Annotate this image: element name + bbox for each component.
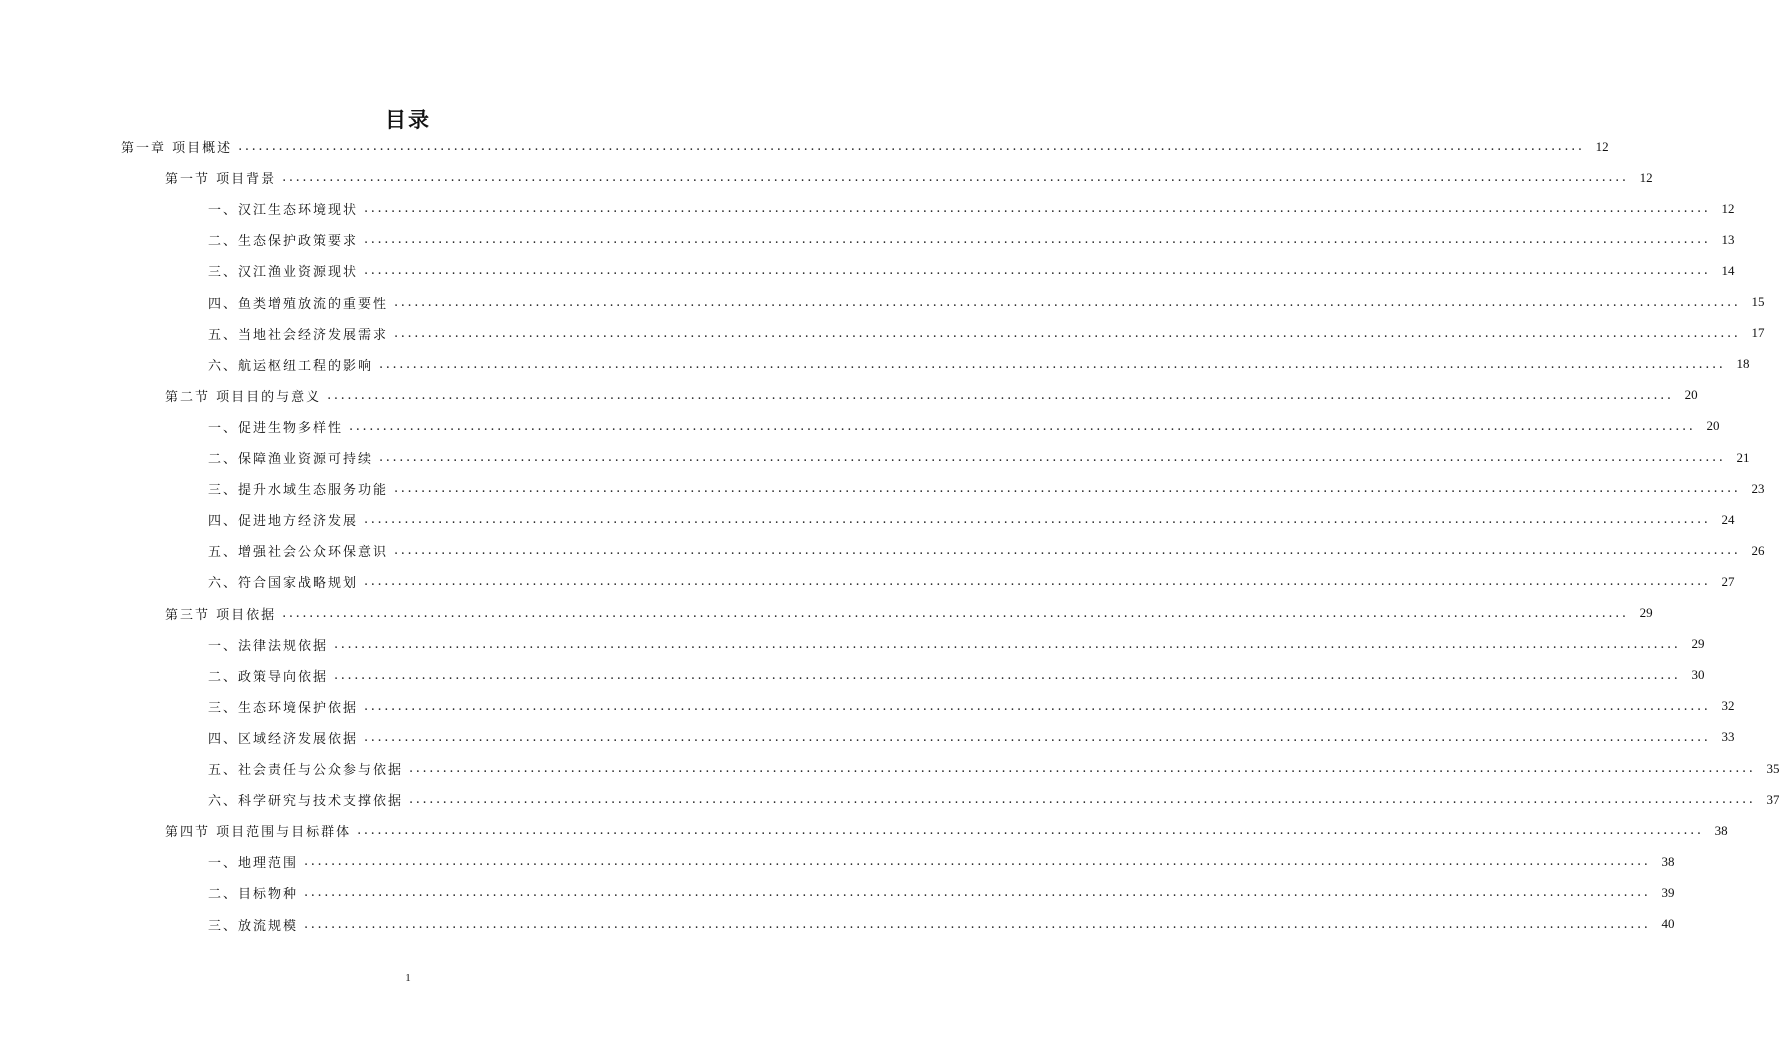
toc-entry-label: 一、汉江生态环境现状 [208, 203, 359, 219]
toc-entry[interactable] [208, 722, 1735, 753]
toc-entry-page: 15 [1751, 294, 1765, 309]
toc-leader-dots: ........................................................................................................................................................................................................ [394, 481, 1741, 497]
toc-entry-label: 六、航运枢纽工程的影响 [208, 358, 374, 374]
toc-entry-label: 二、保障渔业资源可持续 [208, 452, 374, 467]
toc-entry[interactable] [208, 753, 1779, 784]
page-number: 1 [405, 972, 411, 984]
toc-leader-dots: ........................................................................................................................................................................................................ [282, 605, 1629, 621]
toc-entry[interactable] [208, 255, 1735, 286]
toc-entry-label: 一、法律法规依据 [208, 638, 329, 654]
toc-entry-label: 四、促进地方经济发展 [208, 514, 359, 530]
toc-entry-page: 17 [1751, 325, 1765, 341]
toc-entry-label: 第四节 项目范围与目标群体 [165, 825, 352, 841]
toc-entry-label: 二、生态保护政策要求 [208, 234, 359, 250]
toc-leader-dots: ........................................................................................................................................................................................................ [364, 201, 1711, 217]
toc-entry-page: 29 [1691, 636, 1705, 652]
toc-entry-label: 三、提升水域生态服务功能 [208, 483, 389, 499]
toc-entry[interactable] [208, 442, 1750, 473]
toc-entry-label: 二、政策导向依据 [208, 669, 329, 685]
toc-entry-label: 六、符合国家战略规划 [208, 576, 359, 592]
toc-entry[interactable] [121, 131, 1609, 162]
toc-entry-label: 三、生态环境保护依据 [208, 700, 359, 716]
toc-entry-page: 33 [1721, 729, 1735, 745]
toc-leader-dots: ........................................................................................................................................................................................................ [409, 792, 1756, 808]
toc-entry-label: 第二节 项目目的与意义 [165, 389, 322, 405]
toc-entry-page: 32 [1721, 698, 1735, 714]
toc-entry-page: 30 [1691, 667, 1705, 683]
toc-entry-page: 38 [1661, 853, 1675, 869]
toc-entry-label: 一、促进生物多样性 [208, 420, 344, 436]
toc-leader-dots: ........................................................................................................................................................................................................ [334, 667, 1681, 683]
toc-entry-label: 四、鱼类增殖放流的重要性 [208, 296, 389, 312]
toc-leader-dots: ........................................................................................................................................................................................................ [334, 636, 1681, 652]
toc-entry-page: 38 [1714, 822, 1728, 838]
toc-leader-dots: ........................................................................................................................................................................................................ [304, 854, 1651, 870]
toc-entry-label: 五、社会责任与公众参与依据 [208, 763, 404, 778]
toc-entry-page: 27 [1721, 573, 1735, 589]
toc-entry-label: 五、当地社会经济发展需求 [208, 327, 389, 343]
toc-leader-dots: ........................................................................................................................................................................................................ [349, 418, 1696, 434]
toc-entry[interactable] [165, 815, 1728, 846]
toc-entry-page: 12 [1595, 138, 1609, 154]
toc-entry[interactable] [165, 162, 1653, 193]
toc-entry-label: 三、汉江渔业资源现状 [208, 265, 359, 281]
toc-leader-dots: ........................................................................................................................................................................................................ [364, 574, 1711, 590]
toc-entry[interactable] [208, 784, 1779, 815]
toc-leader-dots: ........................................................................................................................................................................................................ [364, 263, 1711, 279]
toc-entry[interactable] [208, 909, 1675, 940]
toc-entry-page: 20 [1684, 387, 1698, 403]
toc-leader-dots: ........................................................................................................................................................................................................ [364, 729, 1711, 745]
toc-entry-label: 四、区域经济发展依据 [208, 731, 359, 747]
toc-leader-dots: ........................................................................................................................................................................................................ [379, 356, 1726, 372]
toc-entry[interactable] [208, 877, 1675, 908]
toc-entry[interactable] [208, 287, 1765, 318]
toc-leader-dots: ........................................................................................................................................................................................................ [364, 232, 1711, 248]
toc-leader-dots: ........................................................................................................................................................................................................ [357, 823, 1704, 839]
toc-leader-dots: ........................................................................................................................................................................................................ [282, 170, 1629, 186]
toc-entry[interactable] [208, 629, 1705, 660]
toc-entry[interactable] [208, 535, 1765, 566]
toc-entry-page: 24 [1721, 511, 1735, 527]
toc-entry[interactable] [208, 224, 1735, 255]
toc-entry[interactable] [208, 504, 1735, 535]
toc-leader-dots: ........................................................................................................................................................................................................ [304, 916, 1651, 932]
toc-entry-label: 六、科学研究与技术支撑依据 [208, 794, 404, 810]
toc-leader-dots: ........................................................................................................................................................................................................ [394, 325, 1741, 341]
toc-entry-page: 13 [1721, 231, 1735, 247]
toc-leader-dots: ........................................................................................................................................................................................................ [304, 885, 1651, 901]
toc-entry-page: 29 [1639, 605, 1653, 620]
toc-entry-page: 21 [1736, 449, 1750, 465]
toc-leader-dots: ........................................................................................................................................................................................................ [238, 139, 1585, 154]
toc-entry-page: 12 [1721, 200, 1735, 216]
toc-entry[interactable] [208, 193, 1735, 224]
toc-entry-label: 五、增强社会公众环保意识 [208, 545, 389, 561]
toc-entry-page: 20 [1706, 418, 1720, 434]
toc-entry-page: 35 [1766, 760, 1779, 776]
toc-entry[interactable] [208, 473, 1765, 504]
toc-leader-dots: ........................................................................................................................................................................................................ [394, 294, 1741, 310]
toc-leader-dots: ........................................................................................................................................................................................................ [409, 761, 1756, 776]
toc-entry-page: 40 [1661, 916, 1675, 931]
toc-entry[interactable] [208, 691, 1735, 722]
toc-entry-page: 37 [1766, 791, 1779, 807]
toc-entry-label: 二、目标物种 [208, 887, 299, 903]
toc-leader-dots: ........................................................................................................................................................................................................ [364, 512, 1711, 528]
toc-entry[interactable] [165, 380, 1698, 411]
toc-entry[interactable] [208, 660, 1705, 691]
toc-entry-label: 第一节 项目背景 [165, 172, 277, 188]
toc-entry-page: 23 [1751, 480, 1765, 496]
toc-entry[interactable] [208, 349, 1750, 380]
toc-entry-page: 26 [1751, 542, 1765, 558]
toc-entry[interactable] [165, 598, 1653, 629]
toc-entry[interactable] [208, 318, 1765, 349]
toc-leader-dots: ........................................................................................................................................................................................................ [379, 450, 1726, 465]
toc-title: 目录 [385, 108, 431, 132]
toc-entry-label: 第三节 项目依据 [165, 607, 277, 623]
toc-leader-dots: ........................................................................................................................................................................................................ [327, 387, 1674, 403]
toc-entry[interactable] [208, 846, 1675, 877]
toc-entry[interactable] [208, 566, 1735, 597]
toc-entry-page: 14 [1721, 262, 1735, 278]
toc-entry-label: 一、地理范围 [208, 856, 299, 872]
toc-entry-label: 第一章 项目概述 [121, 141, 233, 156]
toc-entry-page: 18 [1736, 356, 1750, 372]
toc-entry-label: 三、放流规模 [208, 918, 299, 934]
toc-leader-dots: ........................................................................................................................................................................................................ [394, 543, 1741, 559]
toc-entry-page: 39 [1661, 884, 1675, 900]
toc-entry-page: 12 [1639, 169, 1653, 185]
toc-leader-dots: ........................................................................................................................................................................................................ [364, 698, 1711, 714]
toc-entry[interactable] [208, 411, 1720, 442]
